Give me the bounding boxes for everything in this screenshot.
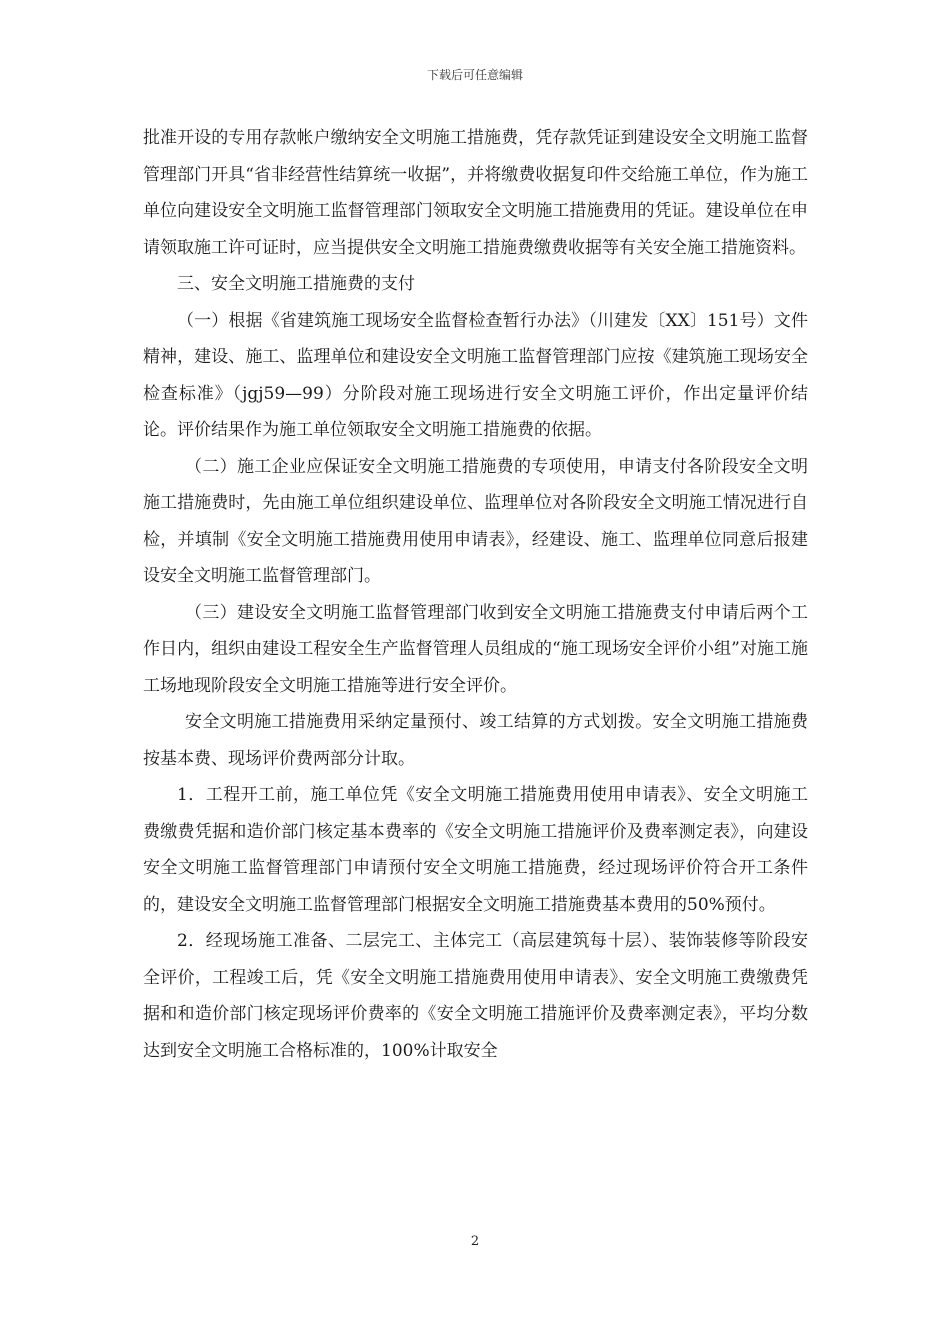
- paragraph-continuation: 批准开设的专用存款帐户缴纳安全文明施工措施费，凭存款凭证到建设安全文明施工监督管理部门开具“省非经营性结算统一收据”，并将缴费收据复印件交给施工单位，作为施工单位向建设安全文明施工监督管理部门领取安全文明施工措施费用的凭证。建设单位在申请领取施工许可证时，应当提供安全文明施工措施费缴费收据等有关安全施工措施资料。: [143, 128, 808, 258]
- paragraph-numbered-2: 2．经现场施工准备、二层完工、主体完工（高层建筑每十层）、装饰装修等阶段安全评价，工程竣工后，凭《安全文明施工措施费用使用申请表》、安全文明施工费缴费凭据和和造价部门核定现场评价费率的《安全文明施工措施评价及费率测定表》，平均分数达到安全文明施工合格标准的，100%计取安全: [143, 931, 808, 1061]
- paragraph-item-2: （二）施工企业应保证安全文明施工措施费的专项使用，申请支付各阶段安全文明施工措施费时，先由施工单位组织建设单位、监理单位对各阶段安全文明施工情况进行自检，并填制《安全文明施工措施费用使用申请表》，经建设、施工、监理单位同意后报建设安全文明施工监督管理部门。: [143, 456, 808, 586]
- paragraph-numbered-1: 1．工程开工前，施工单位凭《安全文明施工措施费用使用申请表》、安全文明施工费缴费凭据和造价部门核定基本费率的《安全文明施工措施评价及费率测定表》，向建设安全文明施工监督管理部门申请预付安全文明施工措施费，经过现场评价符合开工条件的，建设安全文明施工监督管理部门根据安全文明施工措施费基本费用的50%预付。: [143, 785, 808, 915]
- document-body: [143, 120, 808, 1069]
- section-heading: 三、安全文明施工措施费的支付: [177, 274, 415, 294]
- paragraph-item-1: （一）根据《省建筑施工现场安全监督检查暂行办法》（川建发〔XX〕151号）文件精神，建设、施工、监理单位和建设安全文明施工监督管理部门应按《建筑施工现场安全检查标准》（jgj59—99）分阶段对施工现场进行安全文明施工评价，作出定量评价结论。评价结果作为施工单位领取安全文明施工措施费的依据。: [143, 310, 808, 440]
- paragraph-allocation: 安全文明施工措施费用采纳定量预付、竣工结算的方式划拨。安全文明施工措施费按基本费、现场评价费两部分计取。: [143, 712, 808, 769]
- page-header: 下载后可任意编辑: [426, 68, 523, 82]
- paragraph-item-3: （三）建设安全文明施工监督管理部门收到安全文明施工措施费支付申请后两个工作日内，组织由建设工程安全生产监督管理人员组成的“施工现场安全评价小组”对施工施工场地现阶段安全文明施工措施等进行安全评价。: [143, 602, 808, 696]
- page-number: 2: [470, 1234, 480, 1249]
